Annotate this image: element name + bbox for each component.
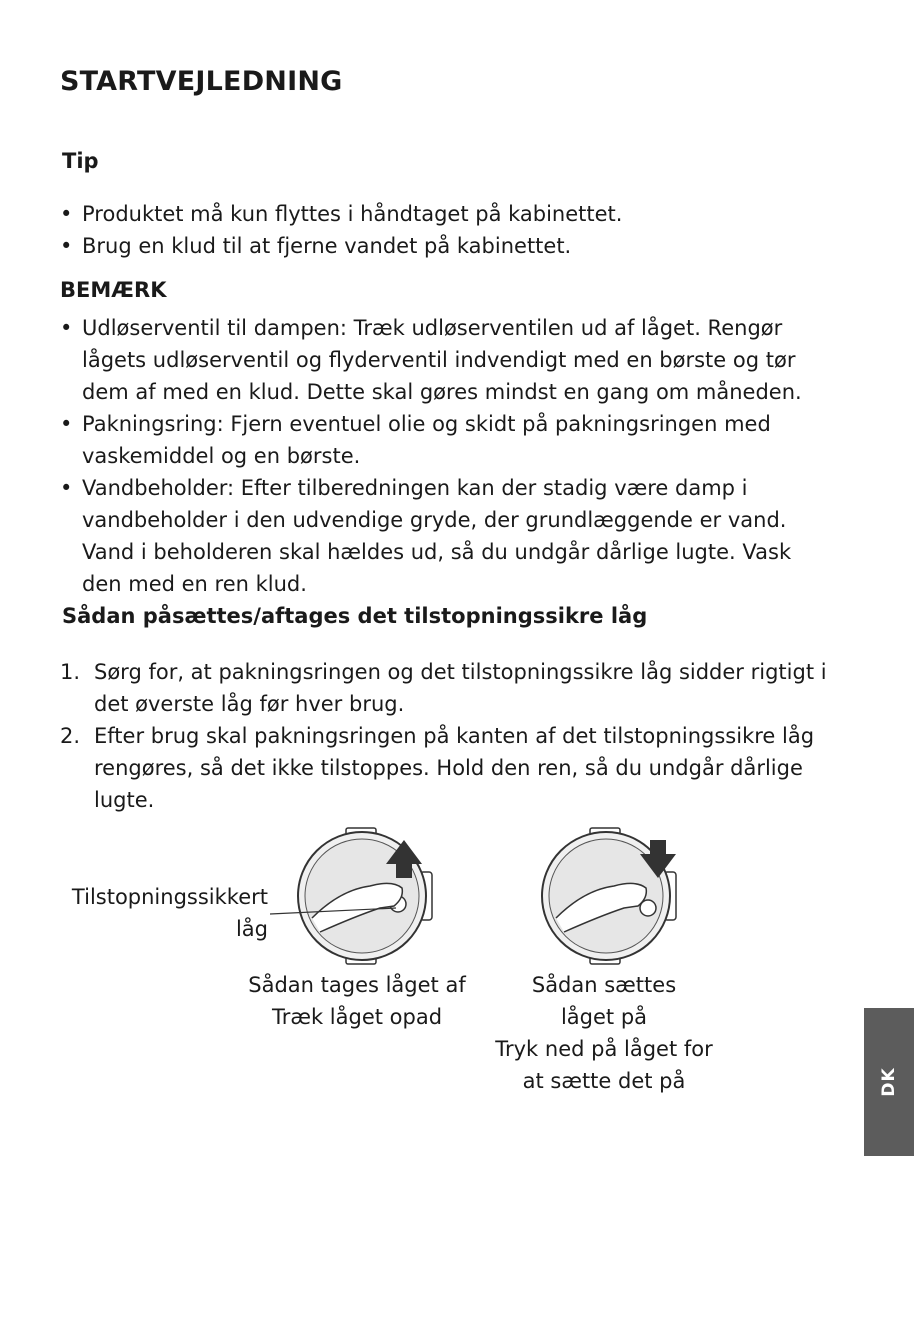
caption-line: at sætte det på	[522, 1069, 686, 1093]
step-number: 2.	[60, 724, 81, 748]
note-item: • Pakningsring: Fjern eventuel olie og skidt på pakningsringen med vaskemiddel og en børste.	[60, 408, 830, 472]
attach-lid-illustration	[536, 824, 716, 970]
steps-list	[60, 656, 860, 816]
language-tab-label: DK	[879, 1067, 899, 1097]
step-item	[60, 720, 860, 816]
caption-line: Træk låget opad	[271, 1005, 443, 1029]
step-text: Efter brug skal pakningsringen på kanten af det tilstopningssikre låg rengøres, så det ikke tilstoppes. Hold den ren, så du undgår dårlige lugte.	[94, 724, 815, 812]
caption-line: Tryk ned på låget for	[495, 1037, 713, 1061]
lid-label-line: låg	[235, 917, 268, 941]
attach-lid-caption	[474, 969, 734, 1097]
note-item: • Vandbeholder: Efter tilberedningen kan der stadig være damp i vandbeholder i den udvendige gryde, der grundlæggende er vand. Vand i beholderen skal hældes ud, så du undgår dårlige lugte. Vask den med en ren klud.	[60, 472, 830, 600]
remove-lid-caption	[232, 969, 482, 1033]
tip-list	[60, 198, 860, 262]
note-heading: BEMÆRK	[60, 278, 167, 302]
note-list	[60, 312, 830, 600]
step-number: 1.	[60, 660, 81, 684]
remove-lid-illustration	[270, 824, 450, 970]
caption-line: låget på	[560, 1005, 648, 1029]
tip-item: • Produktet må kun flyttes i håndtaget på kabinettet.	[60, 198, 860, 230]
caption-line: Sådan sættes	[531, 973, 677, 997]
caption-line: Sådan tages låget af	[248, 973, 466, 997]
step-text: Sørg for, at pakningsringen og det tilstopningssikre låg sidder rigtigt i det øverste låg før hver brug.	[94, 660, 827, 716]
note-item: • Udløserventil til dampen: Træk udløserventilen ud af låget. Rengør lågets udløserventil og flyderventil indvendigt med en børste og tør dem af med en klud. Dette skal gøres mindst en gang om måneden.	[60, 312, 830, 408]
tip-item: • Brug en klud til at fjerne vandet på kabinettet.	[60, 230, 860, 262]
language-tab	[864, 1008, 914, 1156]
tip-heading: Tip	[62, 149, 99, 173]
lid-label-line: Tilstopningssikkert	[71, 885, 268, 909]
page-title: STARTVEJLEDNING	[60, 66, 343, 97]
lid-label	[58, 881, 268, 945]
section-heading: Sådan påsættes/aftages det tilstopningssikre låg	[62, 604, 648, 628]
step-item	[60, 656, 860, 720]
